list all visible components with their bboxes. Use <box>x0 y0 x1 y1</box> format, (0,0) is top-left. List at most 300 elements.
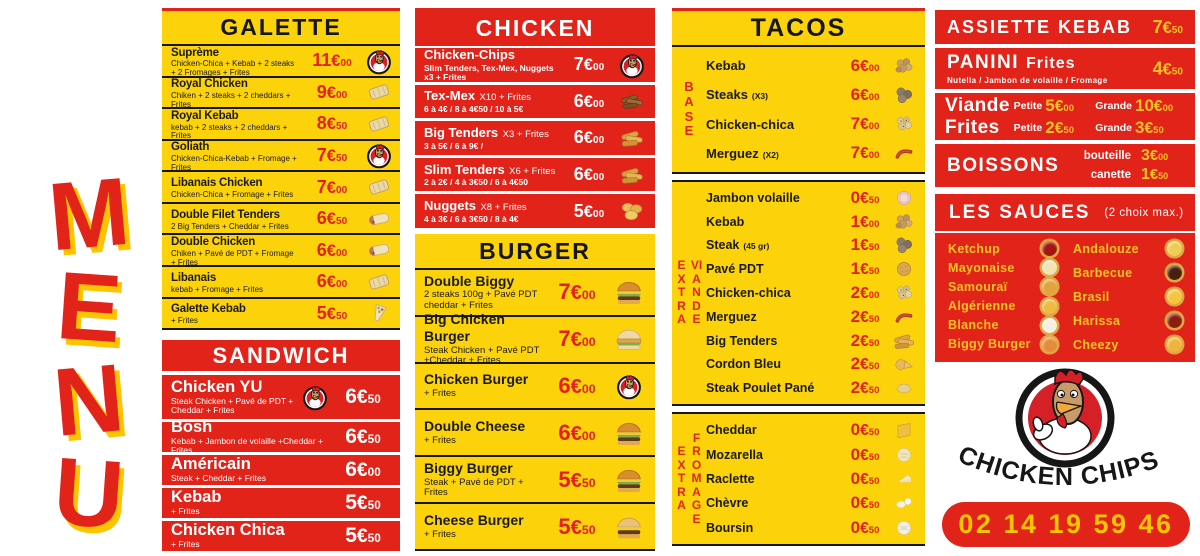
sauce-name: Biggy Burger <box>948 337 1031 352</box>
item-price <box>563 164 615 185</box>
item-name: Nuggets <box>424 198 476 214</box>
tenders-icon <box>615 122 649 154</box>
burger-icon <box>609 462 649 498</box>
price-cents: 00 <box>868 290 880 302</box>
item-text <box>706 521 839 535</box>
price-cents: 00 <box>1063 103 1074 114</box>
price-euros: 6 <box>316 208 327 229</box>
section-sauces <box>935 194 1195 362</box>
price-cents: 50 <box>336 216 348 228</box>
price-cents: 50 <box>1153 125 1164 136</box>
euro-sign: € <box>860 422 869 440</box>
price-cents: 00 <box>336 89 348 101</box>
menu-item-row <box>706 110 917 139</box>
item-price <box>300 240 364 261</box>
item-text <box>706 215 839 229</box>
item-name: Bosh <box>171 417 213 436</box>
euro-sign: € <box>860 308 869 326</box>
item-price <box>839 114 891 134</box>
item-price <box>839 143 891 163</box>
price-cents: 50 <box>581 475 596 490</box>
item-name: Libanais Chicken <box>171 177 263 190</box>
section-title: BURGER <box>415 234 655 270</box>
menu-item-row <box>415 362 655 409</box>
price-cents: 50 <box>868 451 880 463</box>
menu-item-row <box>706 51 917 80</box>
price-cents: 00 <box>593 98 605 110</box>
section-title: SANDWICH <box>162 340 400 371</box>
item-price <box>563 91 615 112</box>
sauce-name: Mayonaise <box>948 260 1015 275</box>
price-cents: 00 <box>593 208 605 220</box>
item-description: Steak + Pavé de PDT + Frites <box>424 476 524 499</box>
price-cents: 50 <box>868 476 880 488</box>
menu-item-row <box>415 502 655 549</box>
euro-sign: € <box>860 116 869 134</box>
section-subtitle: Frites <box>1025 55 1076 72</box>
menu-item-row <box>706 467 917 491</box>
sauce-cup-icon <box>1042 318 1057 333</box>
price-cents: 00 <box>1158 152 1169 162</box>
item-text <box>171 300 300 326</box>
logo-icon <box>298 380 332 414</box>
item-text <box>424 274 545 312</box>
item-name: Steak <box>706 238 740 253</box>
price-euros: 2 <box>850 330 861 350</box>
price-cents: 00 <box>593 62 605 74</box>
item-price <box>332 491 394 515</box>
item-text <box>171 75 300 109</box>
item-name: Royal Chicken <box>171 78 248 91</box>
item-price <box>839 518 891 538</box>
item-description: Chicken-Chica + Fromage + Frites <box>171 190 294 200</box>
item-price <box>563 127 615 148</box>
nuggets-icon <box>615 195 649 227</box>
item-text <box>706 381 839 395</box>
sauce-row <box>948 260 1057 275</box>
euro-sign: € <box>1144 120 1154 137</box>
euro-sign: € <box>570 282 582 305</box>
tenders-icon <box>891 329 917 353</box>
menu-item-row <box>706 305 917 329</box>
item-text <box>171 44 300 78</box>
price-euros: 4 <box>1152 58 1163 78</box>
item-price <box>839 56 891 76</box>
item-description: + Frites <box>171 316 198 326</box>
item-description: Kebab + Jambon de volaille +Cheddar + Frites <box>171 435 323 455</box>
price-euros: 6 <box>316 271 327 292</box>
galette-icon <box>364 268 394 296</box>
logo-icon <box>364 141 394 169</box>
chicken-chica-icon <box>891 281 917 305</box>
sauce-row <box>1073 241 1182 256</box>
vertical-word-extra: EXTRA <box>677 258 686 327</box>
sauce-cup-icon <box>1167 337 1182 352</box>
price-euros: 6 <box>573 127 584 148</box>
sauce-row <box>948 337 1057 352</box>
price-euros: 5 <box>558 513 571 539</box>
item-text <box>171 489 332 516</box>
item-price <box>300 303 364 324</box>
item-name: Chicken-Chips <box>424 47 516 63</box>
size-price-row <box>945 95 1185 117</box>
section-assiette-kebab <box>935 10 1195 44</box>
drink-row <box>1084 147 1183 165</box>
euro-sign: € <box>326 240 336 260</box>
price-cents: 50 <box>1063 125 1074 136</box>
price-cents: 00 <box>336 184 348 196</box>
wrap2-icon <box>364 299 394 327</box>
euro-sign: € <box>570 329 582 352</box>
menu-item-row <box>415 155 655 192</box>
euro-sign: € <box>860 213 869 231</box>
item-name: Galette Kebab <box>171 303 246 316</box>
price-euros: 2 <box>850 378 861 398</box>
cheddar-slice-icon <box>891 418 917 442</box>
vertical-label-base <box>672 47 706 172</box>
size-label-petite: Petite <box>1013 100 1043 112</box>
size-label-grande: Grande <box>1095 100 1132 112</box>
menu-item-row <box>162 107 400 139</box>
item-text <box>171 456 332 483</box>
euro-sign: € <box>1162 59 1172 78</box>
item-text <box>706 472 839 486</box>
item-text <box>706 117 839 132</box>
menu-item-row <box>162 233 400 265</box>
item-name: Merguez <box>706 145 759 161</box>
menu-item-row <box>162 265 400 297</box>
item-name: Double Chicken <box>171 235 256 248</box>
sauces-left-column <box>948 241 1057 352</box>
section-title: ASSIETTE KEBAB <box>947 16 1133 37</box>
euro-sign: € <box>1162 17 1172 37</box>
item-text <box>424 47 563 82</box>
section-title: TACOS <box>672 11 925 47</box>
item-name: Double Cheese <box>424 418 526 435</box>
section-title: LES SAUCES <box>949 201 1091 223</box>
euro-sign: € <box>356 460 368 481</box>
wrap-icon <box>364 205 394 233</box>
euro-sign: € <box>570 469 582 492</box>
item-text <box>424 198 563 224</box>
item-name: Boursin <box>706 520 754 535</box>
price-euros: 7 <box>558 326 571 352</box>
steaks-icon <box>891 83 917 107</box>
menu-item-row <box>706 139 917 168</box>
euro-sign: € <box>583 55 593 75</box>
vertical-word: BASE <box>684 79 694 139</box>
mozzarella-icon <box>891 443 917 467</box>
item-text <box>424 461 545 499</box>
price-euros: 1 <box>850 235 861 255</box>
price-euros: 7 <box>316 144 327 165</box>
item-name-suffix: X6 + Frites <box>509 165 556 177</box>
item-text <box>424 162 563 188</box>
item-price <box>563 54 615 75</box>
item-name: Chicken YU <box>171 377 263 396</box>
menu-item-row <box>706 234 917 258</box>
menu-item-row <box>415 48 655 82</box>
menu-item-row <box>162 485 400 518</box>
euro-sign: € <box>356 493 368 514</box>
section-tacos-extra-fromage <box>672 412 925 546</box>
brand-name: CHICKEN CHIPS <box>954 440 1163 492</box>
pave-icon <box>891 257 917 281</box>
item-price-grande <box>1135 118 1185 138</box>
item-text <box>424 372 545 399</box>
item-text <box>424 125 563 151</box>
euro-sign: € <box>570 516 582 539</box>
price-euros: 1 <box>850 259 861 279</box>
price-euros: 3 <box>1135 118 1145 137</box>
price-cents: 50 <box>581 522 596 537</box>
euro-sign: € <box>326 82 336 102</box>
menu-item-row <box>706 329 917 353</box>
price-euros: 10 <box>1135 96 1154 115</box>
merguez-icon <box>891 305 917 329</box>
item-description: kebab + 2 steaks + 2 cheddars + Frites <box>171 122 288 141</box>
menu-letter: N <box>49 344 129 458</box>
chicken-chips-logo-icon <box>937 362 1193 502</box>
item-name: Royal Kebab <box>171 109 239 122</box>
item-text <box>171 174 300 200</box>
item-description: 3 à 5€ / 6 à 9€ / <box>424 140 484 151</box>
menu-item-row <box>706 491 917 515</box>
item-name-suffix: X3 + Frites <box>502 128 549 140</box>
item-description: kebab + Fromage + Frites <box>171 284 264 294</box>
item-text <box>706 310 839 324</box>
item-price <box>839 493 891 513</box>
price-cents: 00 <box>581 382 596 397</box>
price-euros: 7 <box>558 279 571 305</box>
item-name: Chicken-chica <box>706 116 795 132</box>
euro-sign: € <box>860 189 869 207</box>
chicken-burger-icon <box>609 321 649 357</box>
euro-sign: € <box>326 114 336 134</box>
sauce-cup-icon <box>1042 241 1057 256</box>
sauce-row <box>948 318 1057 333</box>
section-panini <box>935 48 1195 89</box>
menu-item-row <box>162 202 400 234</box>
price-euros: 6 <box>345 458 357 481</box>
item-name: Goliath <box>171 141 210 154</box>
item-text <box>171 107 300 141</box>
euro-sign: € <box>356 387 368 408</box>
price-euros: 0 <box>850 444 861 464</box>
menu-item-row <box>162 417 400 455</box>
phone-pill <box>942 502 1190 547</box>
item-price <box>839 283 891 303</box>
boursin-icon <box>891 516 917 540</box>
section-title: CHICKEN <box>415 11 655 48</box>
menu-item-row <box>162 518 400 551</box>
section-burger <box>415 234 655 551</box>
kebab-meat-icon <box>891 54 917 78</box>
menu-item-row <box>706 418 917 442</box>
item-text <box>171 419 332 455</box>
item-name: Double Filet Tenders <box>171 208 280 221</box>
menu-item-row <box>706 210 917 234</box>
item-name: Raclette <box>706 472 755 487</box>
price-cents: 00 <box>581 335 596 350</box>
menu-item-row <box>706 80 917 109</box>
price-cents: 50 <box>868 361 880 373</box>
drink-row <box>1084 166 1183 184</box>
price-cents: 50 <box>868 337 880 349</box>
size-label-grande: Grande <box>1095 122 1132 134</box>
item-text <box>171 269 300 295</box>
price-euros: 5 <box>573 200 584 221</box>
sauce-name: Samouraï <box>948 279 1008 294</box>
price-cents: 00 <box>1162 103 1174 114</box>
item-price <box>839 188 891 208</box>
item-description: 2 à 2€ / 4 à 3€50 / 6 à 4€50 <box>424 177 528 188</box>
item-description: Chiken + 2 steaks + 2 cheddars + Frites <box>171 90 291 109</box>
menu-item-row <box>706 186 917 210</box>
vertical-label-extra-fromage <box>672 414 706 544</box>
sauce-cup-icon <box>1167 313 1182 328</box>
raclette-icon <box>891 467 917 491</box>
item-text <box>706 334 839 348</box>
price-euros: 11 <box>312 50 332 71</box>
chicken-chica-icon <box>891 112 917 136</box>
item-description: Steak Chicken + Pavé PDT +Cheddar + Frites <box>424 344 540 367</box>
item-text <box>706 357 839 371</box>
item-name-suffix: X8 + Frites <box>480 202 527 214</box>
item-text <box>706 286 839 300</box>
burger-icon <box>609 415 649 451</box>
menu-item-row <box>415 118 655 155</box>
item-price <box>1153 58 1183 79</box>
price-cents: 00 <box>336 279 348 291</box>
price-cents: 50 <box>367 393 381 406</box>
sauce-cup-icon <box>1167 265 1182 280</box>
price-euros: 6 <box>345 425 357 448</box>
sauce-row <box>948 299 1057 314</box>
price-euros: 2 <box>850 283 861 303</box>
price-cents: 50 <box>1158 171 1169 181</box>
item-price <box>839 85 891 105</box>
vertical-label-extra-viande <box>672 182 706 404</box>
section-galette <box>162 8 400 330</box>
price-euros: 1 <box>1141 166 1150 183</box>
cordon-bleu-icon <box>891 352 917 376</box>
euro-sign: € <box>1054 120 1064 137</box>
section-chicken <box>415 8 655 228</box>
item-name: Double Biggy <box>424 272 515 289</box>
price-euros: 6 <box>558 373 571 399</box>
euro-sign: € <box>326 303 336 323</box>
menu-item-row <box>706 352 917 376</box>
item-price <box>300 113 364 134</box>
sauces-right-column <box>1073 241 1182 352</box>
price-cents: 00 <box>367 466 381 479</box>
item-text <box>706 146 839 161</box>
item-description: Slim Tenders, Tex-Mex, Nuggets x3 + Frites <box>424 62 554 83</box>
item-name: Tex-Mex <box>424 88 476 104</box>
item-description: + Frites <box>171 539 200 550</box>
vertical-word-extra: EXTRA <box>677 444 686 513</box>
item-description: + Frites <box>424 388 456 400</box>
item-price <box>332 385 394 409</box>
size-label-petite: Petite <box>1013 122 1043 134</box>
price-cents: 50 <box>367 433 381 446</box>
menu-item-row <box>162 76 400 108</box>
sauce-name: Cheezy <box>1073 337 1119 352</box>
item-price <box>332 524 394 548</box>
item-description: Chicken-Chica-Kebab + Fromage + Frites <box>171 154 297 172</box>
price-cents: 50 <box>367 499 381 512</box>
menu-item-row <box>162 139 400 171</box>
euro-sign: € <box>860 86 869 104</box>
euro-sign: € <box>860 145 869 163</box>
vertical-word-viande: VIANDE <box>690 258 703 327</box>
menu-item-row <box>162 375 400 419</box>
euro-sign: € <box>583 201 593 221</box>
item-price <box>300 50 364 71</box>
sauce-name: Brasil <box>1073 289 1110 304</box>
item-price <box>839 420 891 440</box>
price-euros: 0 <box>850 420 861 440</box>
chevre-icon <box>891 491 917 515</box>
price-euros: 6 <box>573 90 584 111</box>
price-euros: 2 <box>1045 118 1055 137</box>
item-text <box>706 58 839 73</box>
sauces-header <box>935 194 1195 233</box>
item-price <box>300 82 364 103</box>
item-name: Cordon Bleu <box>706 357 781 372</box>
item-name: Big Tenders <box>706 333 778 348</box>
item-text <box>706 87 839 102</box>
phone-number: 02 14 19 59 46 <box>958 509 1174 539</box>
sauce-cup-icon <box>1167 241 1182 256</box>
galette-icon <box>364 110 394 138</box>
euro-sign: € <box>860 285 869 303</box>
item-text <box>171 138 300 172</box>
sauce-cup-icon <box>1167 289 1182 304</box>
galette-icon <box>364 173 394 201</box>
price-cents: 00 <box>593 135 605 147</box>
item-name-suffix: X10 + Frites <box>479 92 531 104</box>
item-name: Pavé PDT <box>706 262 764 277</box>
price-euros: 5 <box>1045 96 1055 115</box>
item-text <box>706 423 839 437</box>
section-tacos-base <box>672 8 925 174</box>
item-price <box>545 514 609 540</box>
sauce-name: Harissa <box>1073 313 1121 328</box>
price-cents: 50 <box>1171 66 1183 77</box>
menu-item-row <box>706 257 917 281</box>
price-cents: 50 <box>868 194 880 206</box>
price-euros: 0 <box>850 517 861 537</box>
section-title: GALETTE <box>162 11 400 46</box>
item-text <box>424 513 545 540</box>
euro-sign: € <box>860 237 869 255</box>
euro-sign: € <box>326 145 336 165</box>
price-euros: 5 <box>316 302 327 323</box>
euro-sign: € <box>570 376 582 399</box>
menu-item-row <box>706 442 917 466</box>
euro-sign: € <box>1149 167 1159 183</box>
sauce-row <box>1073 289 1182 304</box>
menu-item-row <box>162 297 400 329</box>
item-name: Kebab <box>171 488 222 507</box>
item-price <box>563 201 615 222</box>
sauce-name: Andalouze <box>1073 241 1139 256</box>
item-price <box>839 469 891 489</box>
section-sandwich <box>162 340 400 551</box>
price-euros: 5 <box>558 466 571 492</box>
